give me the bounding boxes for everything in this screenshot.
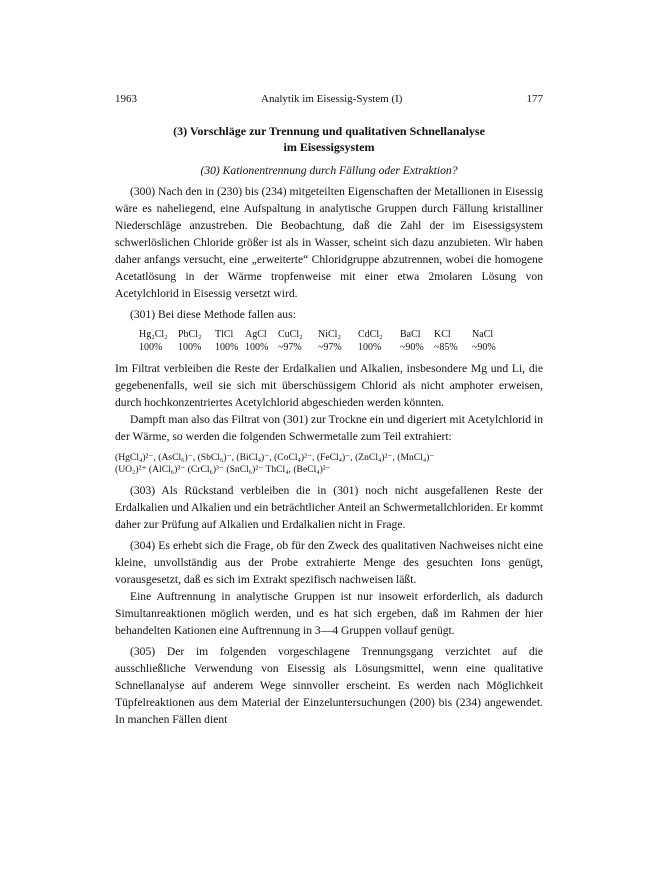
precipitate-table	[139, 328, 543, 354]
percent-cell: 100%	[215, 342, 239, 353]
percent-cell: 100%	[245, 342, 269, 353]
percent-cell: ~85%	[434, 342, 458, 353]
header-title: Analytik im Eisessig-System (I)	[261, 93, 403, 105]
paragraph-300: (300) Nach den in (230) bis (234) mitgeteilten Eigenschaften der Metallionen in Eisessig wäre es naheliegend, eine Aufspaltung in analytische Gruppen durch Fällung kristalliner Niederschläge anzustreben. Die Beobachtung, daß die Zahl der im Eisessigsystem schwerlöslichen Chloride größer ist als in Wasser, scheint sich dazu anzubieten. Wir haben daher anfangs versucht, eine „erweiterte“ Chloridgruppe abzutrennen, wobei die homogene Acetatlösung in der Wärme tropfenweise mit einer etwa 2molaren Lösung von Acetylchlorid in Eisessig versetzt wird.	[115, 185, 543, 300]
complex-ions-list	[115, 452, 543, 476]
paragraph-305: (305) Der im folgenden vorgeschlagene Trennungsgang verzichtet auf die ausschließliche Verwendung von Eisessig als Lösungsmittel, wenn eine qualitative Schnellanalyse auf anderem Wege sinnvoller erscheint. Es werden nach Möglichkeit Tüpfelreaktionen aus dem Material der Einzeluntersuchungen (200) bis (234) angewendet. In manchen Fällen dient	[115, 645, 543, 726]
compound-cell: TlCl	[215, 329, 234, 340]
compound-cell: AgCl	[245, 329, 267, 340]
paragraph-filtrat: Im Filtrat verbleiben die Reste der Erdalkalien und Alkalien, insbesondere Mg und Li, die gegebenenfalls, weil sie sich mit überschüssigem Chlorid als nicht amphoter erweisen, durch hochkonzentriertes Acetylchlorid abgeschieden werden könnten.	[115, 362, 543, 409]
paragraph-304: (304) Es erhebt sich die Frage, ob für den Zweck des qualitativen Nachweises nicht eine kleine, unvollständig aus der Probe extrahierte Menge des gesuchten Ions genügt, vorausgesetzt, daß es sich im Extrakt spezifisch nachweisen läßt.	[115, 539, 543, 586]
compound-cell: KCl	[434, 329, 451, 340]
percent-cell: 100%	[178, 342, 202, 353]
section-heading	[115, 123, 543, 155]
header-page-number: 177	[526, 93, 543, 105]
precipitate-compounds-row	[139, 328, 543, 341]
compound-cell: PbCl₂	[178, 329, 202, 340]
percent-cell: 100%	[139, 342, 163, 353]
complex-ions-line-1: (HgCl₄)²⁻, (AsCl₆)⁻, (SbCl₆)⁻, (BiCl₄)⁻, (CoCl₄)²⁻, (FeCl₄)⁻, (ZnCl₄)²⁻, (MnCl₄)⁻	[115, 452, 435, 463]
document-page	[115, 92, 543, 728]
subsection-heading: (30) Kationentrennung durch Fällung oder Extraktion?	[200, 164, 458, 177]
section-heading-line-1: (3) Vorschläge zur Trennung und qualitativen Schnellanalyse	[173, 124, 485, 138]
compound-cell: Hg₂Cl₂	[139, 329, 168, 340]
compound-cell: CdCl₂	[358, 329, 383, 340]
percent-cell: ~90%	[472, 342, 496, 353]
paragraph-301: (301) Bei diese Methode fallen aus:	[130, 308, 296, 321]
header-year: 1963	[115, 93, 137, 105]
percent-cell: ~97%	[318, 342, 342, 353]
compound-cell: NaCl	[472, 329, 494, 340]
compound-cell: NiCl₂	[318, 329, 341, 340]
precipitate-percent-row	[139, 341, 543, 354]
paragraph-auftrennung: Eine Auftrennung in analytische Gruppen ist nur insoweit erforderlich, als dadurch Simultanreaktionen möglich werden, und es hat sich ergeben, daß im Rahmen der hier behandelten Kationen eine Auftrennung in 3—4 Gruppen vollauf genügt.	[115, 590, 543, 637]
paragraph-303: (303) Als Rückstand verbleiben die in (301) noch nicht ausgefallenen Reste der Erdalkalien und Alkalien und ein beträchtlicher Anteil an Schwermetallchloriden. Er kommt daher zur Prüfung auf Alkalien und Erdalkalien nicht in Frage.	[115, 484, 543, 531]
percent-cell: 100%	[358, 342, 382, 353]
section-heading-line-2: im Eisessigsystem	[283, 140, 375, 154]
paragraph-dampft: Dampft man also das Filtrat von (301) zur Trockne ein und digeriert mit Acetylchlorid in der Wärme, so werden die folgenden Schwermetalle zum Teil extrahiert:	[115, 413, 543, 443]
percent-cell: ~97%	[278, 342, 302, 353]
percent-cell: ~90%	[400, 342, 424, 353]
running-header	[115, 92, 543, 106]
compound-cell: CuCl₂	[278, 329, 303, 340]
compound-cell: BaCl	[400, 329, 421, 340]
complex-ions-line-2: (UO₂)²⁺ (AlCl₆)³⁻ (CrCl₆)³⁻ (SnCl₆)²⁻ ThCl₄, (BeCl₄)²⁻	[115, 464, 331, 475]
